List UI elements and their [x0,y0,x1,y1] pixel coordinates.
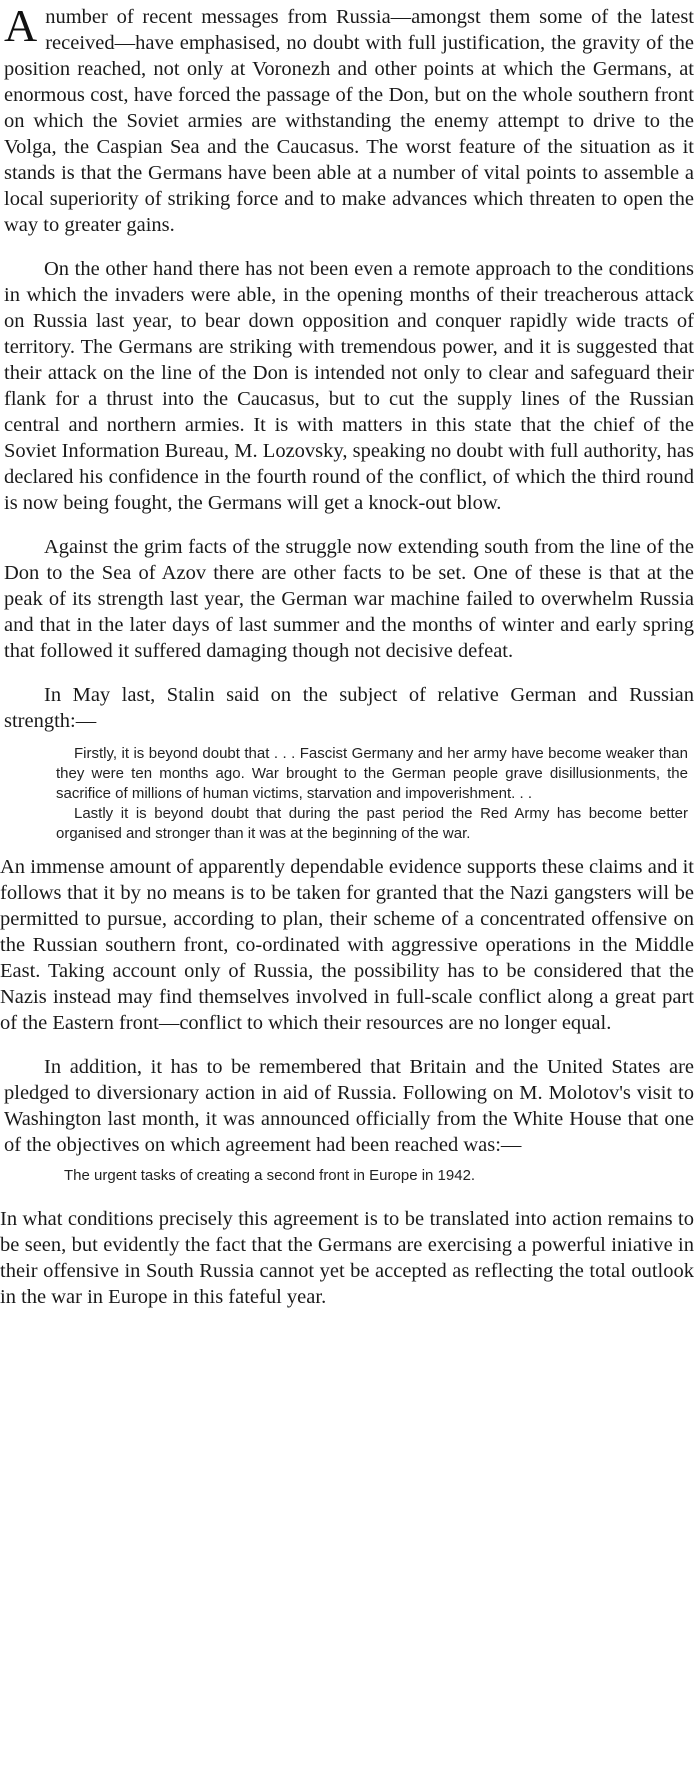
paragraph-4: In May last, Stalin said on the subject of relative German and Russian strength:— [4,684,694,732]
paragraph-2: On the other hand there has not been even a remote approach to the conditions in which the invaders were able, in the opening months of their treacherous attack on Russia last year, to bear down opposition and conquer rapidly wide tracts of territory. The Germans are striking with tremendous power, and it is suggested that their attack on the line of the Don is intended not only to clear and safeguard their flank for a thrust into the Caucasus, but to cut the supply lines of the Russian central and northern armies. It is with matters in this state that the chief of the Soviet Information Bureau, M. Lozovsky, speaking no doubt with full authority, has declared his confidence in the fourth round of the conflict, of which the third round is now being fought, the Germans will get a knock-out blow. [4,258,694,514]
drop-cap: A [4,0,38,51]
white-house-quote-text: The urgent tasks of creating a second front in Europe in 1942. [64,1167,476,1184]
paragraph-1 [4,0,694,238]
stalin-quote-part-1: Firstly, it is beyond doubt that . . . Fascist Germany and her army have become weaker than they were ten months ago. War brought to the German people grave disillusionments, the sacrifice of millions of human victims, starvation and impoverishment. . . [56,745,688,802]
paragraph-7: In what conditions precisely this agreement is to be translated into action remains to be seen, but evidently the fact that the Germans are exercising a powerful iniative in their offensive in South Russia cannot yet be accepted as reflecting the total outlook in the war in Europe in this fateful year. [0,1208,694,1308]
stalin-quote [56,744,688,844]
paragraph-1-text: number of recent messages from Russia—amongst them some of the latest received—have emphasised, no doubt with full justification, the gravity of the position reached, not only at Voronezh and other points at which the Germans, at enormous cost, have forced the passage of the Don, but on the whole southern front on which the Soviet armies are withstanding the enemy attempt to drive to the Volga, the Caspian Sea and the Caucasus. The worst feature of the situation as it stands is that the Germans have been able at a number of vital points to assemble a local superiority of striking force and to make advances which threaten to open the way to greater gains. [4,6,694,236]
paragraph-5: An immense amount of apparently dependable evidence supports these claims and it follows that it by no means is to be taken for granted that the Nazi gangsters will be permitted to pursue, according to plan, their scheme of a concentrated offensive on the Russian southern front, co-ordinated with aggressive operations in the Middle East. Taking account only of Russia, the possibility has to be considered that the Nazis instead may find themselves involved in full-scale conflict along a great part of the Eastern front—conflict to which their resources are no longer equal. [0,856,694,1034]
white-house-quote [64,1166,688,1186]
paragraph-6: In addition, it has to be remembered that Britain and the United States are pledged to diversionary action in aid of Russia. Following on M. Molotov's visit to Washington last month, it was announced officially from the White House that one of the objectives on which agreement had been reached was:— [4,1056,694,1156]
stalin-quote-part-2: Lastly it is beyond doubt that during the past period the Red Army has become better organised and stronger than it was at the beginning of the war. [56,805,688,842]
paragraph-3: Against the grim facts of the struggle now extending south from the line of the Don to the Sea of Azov there are other facts to be set. One of these is that at the peak of its strength last year, the German war machine failed to overwhelm Russia and that in the later days of last summer and the months of winter and early spring that followed it suffered damaging though not decisive defeat. [4,536,694,662]
